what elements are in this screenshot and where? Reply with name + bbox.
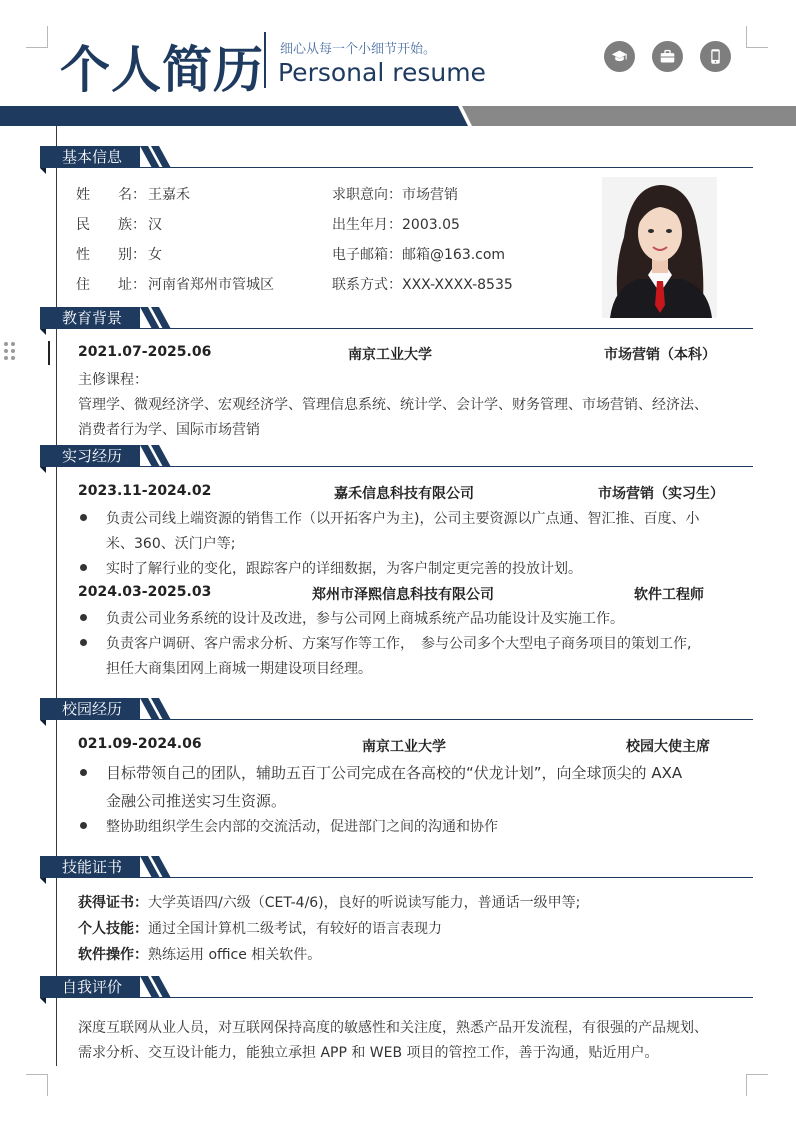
field-intention: 求职意向：市场营销 [332, 187, 458, 203]
bullet-icon [80, 614, 87, 621]
section-rule [40, 328, 753, 329]
section-fold [40, 168, 46, 174]
intern1-bullet2: 实时了解行业的变化，跟踪客户的详细数据，为客户制定更完善的投放计划。 [106, 561, 582, 577]
edu-school: 南京工业大学 [348, 347, 432, 363]
section-rule [40, 997, 753, 998]
section-rule [40, 719, 753, 720]
intern2-bullet2-line2: 担任大商集团网上商城一期建设项目经理。 [106, 661, 372, 677]
intern1-bullet1-line1: 负责公司线上端资源的销售工作（以开拓客户为主)，公司主要资源以广点通、智汇推、百度、小 [106, 511, 700, 527]
intern1-company: 嘉禾信息科技有限公司 [334, 486, 474, 502]
field-ethnic: 民 族： 汉 [76, 217, 162, 233]
section-title-self: 自我评价 [40, 976, 140, 998]
campus-period: 021.09-2024.06 [78, 736, 202, 752]
section-fold [40, 329, 46, 335]
crop-mark-bottom-right [746, 1074, 768, 1096]
intern1-bullet1-line2: 米、360、沃门户等; [106, 536, 236, 552]
graduation-cap-icon [604, 41, 635, 72]
section-stripes [140, 976, 176, 998]
section-stripes [140, 856, 176, 878]
skill-personal: 个人技能：通过全国计算机二级考试，有较好的语言表现力 [78, 921, 442, 937]
intern1-role: 市场营销（实习生） [598, 486, 724, 502]
section-stripes [140, 445, 176, 467]
drag-handle-icon[interactable] [4, 342, 16, 362]
intern2-role: 软件工程师 [634, 587, 704, 603]
campus-school: 南京工业大学 [362, 739, 446, 755]
section-fold [40, 998, 46, 1004]
section-stripes [140, 307, 176, 329]
skill-cert: 获得证书：大学英语四/六级（CET-4/6)，良好的听说读写能力，普通话一级甲等; [78, 895, 581, 911]
header-banner [0, 106, 796, 126]
field-email: 电子邮箱：邮箱@163.com [332, 247, 506, 263]
intern2-company: 郑州市泽熙信息科技有限公司 [312, 587, 494, 603]
section-title-campus: 校园经历 [40, 698, 140, 720]
section-fold [40, 720, 46, 726]
timeline-line [56, 126, 57, 1066]
section-title-skills: 技能证书 [40, 856, 140, 878]
campus-bullet1-line2: 金融公司推送实习生资源。 [106, 792, 287, 810]
section-title-basic: 基本信息 [40, 146, 140, 168]
section-rule [40, 466, 753, 467]
edu-period: 2021.07-2025.06 [78, 344, 212, 360]
edu-courses-label: 主修课程： [78, 372, 148, 388]
title-divider [264, 32, 266, 88]
bullet-icon [80, 822, 87, 829]
section-fold [40, 878, 46, 884]
intern2-bullet1: 负责公司业务系统的设计及改进，参与公司网上商城系统产品功能设计及实施工作。 [106, 611, 624, 627]
edu-courses-line1: 管理学、微观经济学、宏观经济学、管理信息系统、统计学、会计学、财务管理、市场营销、经济法、 [78, 397, 708, 413]
text-cursor [48, 341, 50, 365]
section-stripes [140, 698, 176, 720]
edu-major: 市场营销（本科） [604, 347, 716, 363]
section-title-internship: 实习经历 [40, 445, 140, 467]
self-eval-line2: 需求分析、交互设计能力，能独立承担 APP 和 WEB 项目的管控工作，善于沟通，贴近用户。 [78, 1045, 659, 1061]
campus-bullet1-line1: 目标带领自己的团队，辅助五百丁公司完成在各高校的“伏龙计划”，向全球顶尖的 AXA [106, 764, 683, 782]
phone-icon [700, 41, 731, 72]
section-fold [40, 467, 46, 473]
section-stripes [140, 146, 176, 168]
profile-photo [602, 177, 717, 318]
intern1-period: 2023.11-2024.02 [78, 483, 212, 499]
field-address: 住 址： 河南省郑州市管城区 [76, 277, 274, 293]
skill-software: 软件操作：熟练运用 office 相关软件。 [78, 947, 322, 963]
section-title-education: 教育背景 [40, 307, 140, 329]
crop-mark-top-left [26, 26, 48, 48]
field-gender: 性 别： 女 [76, 247, 162, 263]
section-rule [40, 877, 753, 878]
crop-mark-bottom-left [26, 1074, 48, 1096]
english-title: Personal resume [278, 58, 486, 87]
resume-title: 个人简历 [60, 40, 264, 99]
crop-mark-top-right [746, 26, 768, 48]
field-name: 姓 名： 王嘉禾 [76, 187, 190, 203]
field-birth: 出生年月：2003.05 [332, 217, 460, 233]
bullet-icon [80, 639, 87, 646]
edu-courses-line2: 消费者行为学、国际市场营销 [78, 422, 260, 438]
section-rule [40, 167, 753, 168]
bullet-icon [80, 514, 87, 521]
campus-bullet2: 整协助组织学生会内部的交流活动，促进部门之间的沟通和协作 [106, 819, 498, 835]
field-phone: 联系方式：XXX-XXXX-8535 [332, 277, 513, 293]
intern2-bullet2-line1: 负责客户调研、客户需求分析、方案写作等工作， 参与公司多个大型电子商务项目的策划工作, [106, 636, 692, 652]
bullet-icon [80, 564, 87, 571]
self-eval-line1: 深度互联网从业人员，对互联网保持高度的敏感性和关注度，熟悉产品开发流程，有很强的产品规划、 [78, 1020, 708, 1036]
intern2-period: 2024.03-2025.03 [78, 584, 212, 600]
campus-role: 校园大使主席 [626, 739, 710, 755]
bullet-icon [80, 769, 87, 776]
resume-subtitle: 细心从每一个小细节开始。 [280, 42, 437, 57]
briefcase-icon [652, 41, 683, 72]
